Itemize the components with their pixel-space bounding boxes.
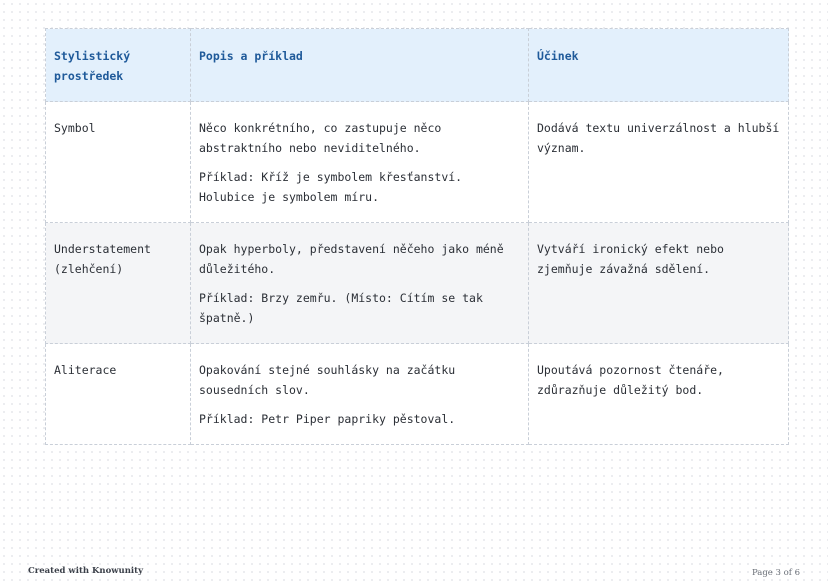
description-cell: [191, 102, 529, 223]
example-text: Příklad: Kříž je symbolem křesťanství. Holubice je symbolem míru.: [199, 170, 463, 204]
device-cell: Understatement (zlehčení): [46, 223, 191, 344]
description-cell: [191, 344, 529, 445]
header-description: Popis a příklad: [191, 29, 529, 102]
header-device: Stylistický prostředek: [46, 29, 191, 102]
stylistic-devices-table: [45, 28, 789, 445]
effect-cell: Upoutává pozornost čtenáře, zdůrazňuje důležitý bod.: [529, 344, 789, 445]
description-text: Něco konkrétního, co zastupuje něco abstraktního nebo neviditelného.: [199, 121, 442, 155]
example-text: Příklad: Brzy zemřu. (Místo: Cítím se tak špatně.): [199, 291, 483, 325]
effect-cell: Vytváří ironický efekt nebo zjemňuje závažná sdělení.: [529, 223, 789, 344]
table-header-row: [46, 29, 789, 102]
description-cell: [191, 223, 529, 344]
device-cell: Symbol: [46, 102, 191, 223]
page-number: Page 3 of 6: [751, 568, 800, 578]
example-text: Příklad: Petr Piper papriky pěstoval.: [199, 412, 456, 426]
effect-cell: Dodává textu univerzálnost a hlubší význam.: [529, 102, 789, 223]
table-row: [46, 102, 789, 223]
description-text: Opak hyperboly, představení něčeho jako méně důležitého.: [199, 242, 504, 276]
table-row: [46, 344, 789, 445]
description-text: Opakování stejné souhlásky na začátku sousedních slov.: [199, 363, 456, 397]
table-row: [46, 223, 789, 344]
header-effect: Účinek: [529, 29, 789, 102]
created-with-label: Created with Knowunity: [28, 566, 144, 576]
device-cell: Aliterace: [46, 344, 191, 445]
stylistic-devices-table-container: [45, 28, 788, 445]
